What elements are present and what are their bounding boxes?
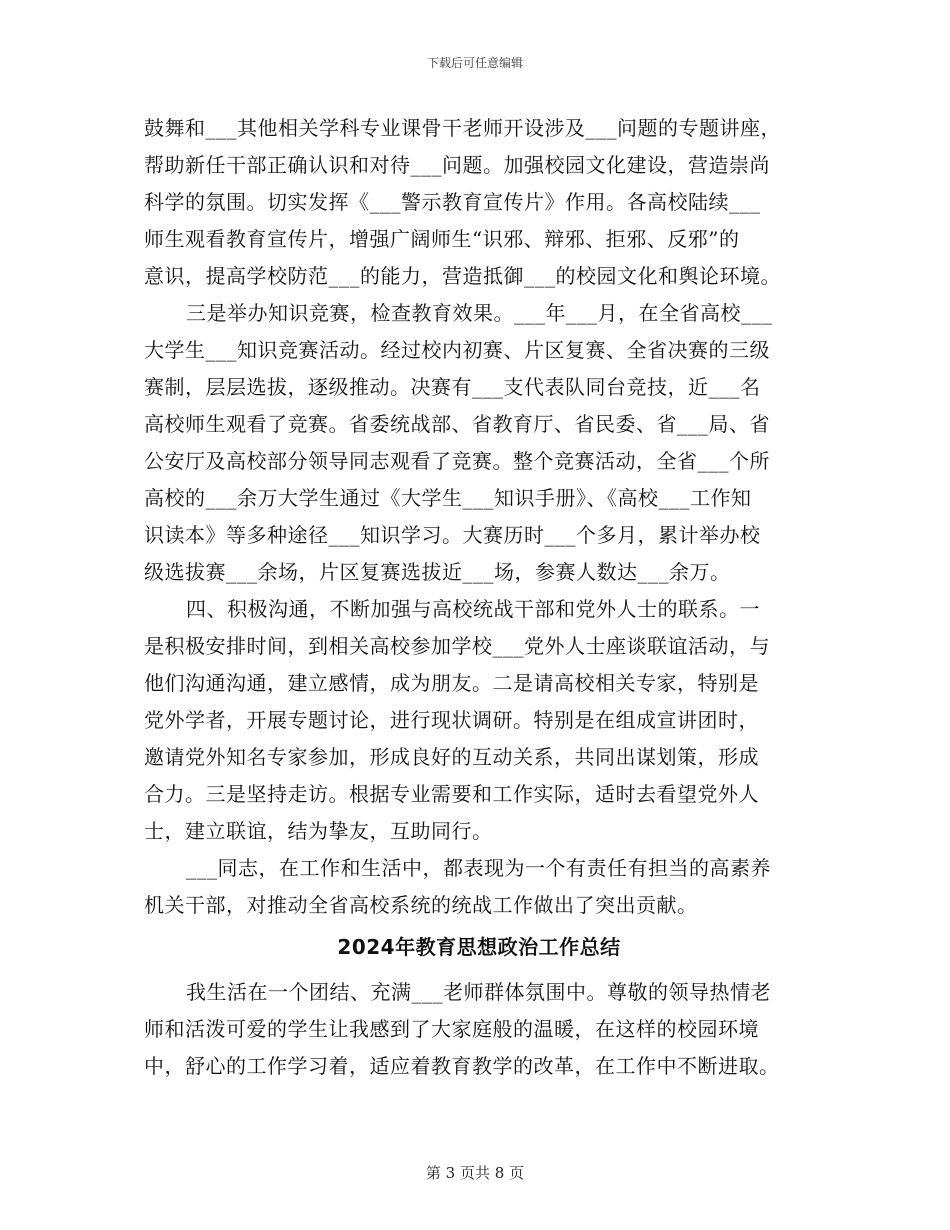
text-line: 大学生___知识竞赛活动。经过校内初赛、片区复赛、全省决赛的三级 — [144, 338, 770, 362]
paragraph — [144, 974, 814, 1085]
paragraph — [144, 295, 814, 591]
section-title: 2024年教育思想政治工作总结 — [337, 935, 621, 959]
text-line: 意识，提高学校防范___的能力，营造抵御___的校园文化和舆论环境。 — [144, 264, 781, 288]
text-line: 士，建立联谊，结为挚友，互助同行。 — [144, 819, 493, 843]
text-line: 级选拔赛___余场，片区复赛选拔近___场，参赛人数达___余万。 — [144, 560, 731, 584]
text-line: 鼓舞和___其他相关学科专业课骨干老师开设涉及___问题的专题讲座， — [144, 116, 781, 140]
text-line: 赛制，层层选拔，逐级推动。决赛有___支代表队同台竞技，近___名 — [144, 375, 761, 399]
paragraph — [144, 110, 814, 295]
text-line: 四、积极沟通，不断加强与高校统战干部和党外人士的联系。一 — [186, 597, 760, 621]
page-header: 下载后可任意编辑 — [426, 56, 523, 70]
page-footer: 第 3 页共 8 页 — [425, 1164, 525, 1182]
text-line: 科学的氛围。切实发挥《___警示教育宣传片》作用。各高校陆续___ — [144, 190, 761, 214]
text-line: 中，舒心的工作学习着，适应着教育教学的改革，在工作中不断进取。 — [144, 1054, 780, 1078]
document-body — [144, 110, 814, 1085]
text-line: 三是举办知识竞赛，检查教育效果。___年___月，在全省高校___ — [186, 301, 773, 325]
text-line: 高校师生观看了竞赛。省委统战部、省教育厅、省民委、省___局、省 — [144, 412, 770, 436]
text-line: 帮助新任干部正确认识和对待___问题。加强校园文化建设，营造崇尚 — [144, 153, 770, 177]
paragraph — [144, 591, 814, 850]
text-line: 我生活在一个团结、充满___老师群体氛围中。尊敬的领导热情老 — [186, 980, 771, 1004]
text-line: 是积极安排时间，到相关高校参加学校___党外人士座谈联谊活动，与 — [144, 634, 770, 658]
text-line: 公安厅及高校部分领导同志观看了竞赛。整个竞赛活动，全省___个所 — [144, 449, 770, 473]
text-line: 邀请党外知名专家参加，形成良好的互动关系，共同出谋划策，形成 — [144, 745, 759, 769]
text-line: 机关干部，对推动全省高校系统的统战工作做出了突出贡献。 — [144, 893, 698, 917]
text-line: ___同志，在工作和生活中，都表现为一个有责任有担当的高素养 — [186, 856, 771, 880]
text-line: 高校的___余万大学生通过《大学生___知识手册》、《高校___工作知 — [144, 486, 752, 510]
text-line: 师和活泼可爱的学生让我感到了大家庭般的温暖，在这样的校园环境 — [144, 1017, 759, 1041]
text-line: 合力。三是坚持走访。根据专业需要和工作实际，适时去看望党外人 — [144, 782, 759, 806]
text-line: 识读本》等多种途径___知识学习。大赛历时___个多月，累计举办校 — [144, 523, 761, 547]
text-line: 他们沟通沟通，建立感情，成为朋友。二是请高校相关专家，特别是 — [144, 671, 759, 695]
paragraph — [144, 850, 814, 924]
text-line: 党外学者，开展专题讨论，进行现状调研。特别是在组成宣讲团时， — [144, 708, 759, 732]
text-line: 师生观看教育宣传片，增强广阔师生“识邪、辩邪、拒邪、反邪”的 — [144, 227, 740, 251]
